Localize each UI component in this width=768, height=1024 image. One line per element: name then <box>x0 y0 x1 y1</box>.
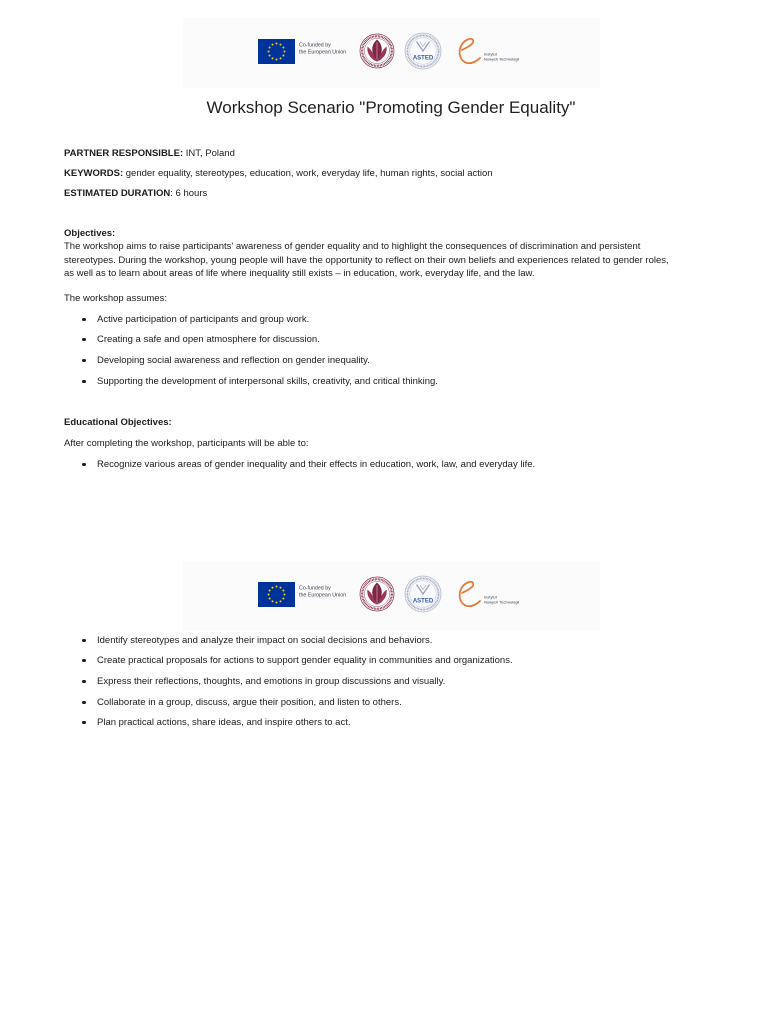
asted-label: ASTED <box>412 55 434 62</box>
bullet-icon <box>82 701 86 705</box>
bullet-icon <box>82 721 86 725</box>
eu-cofunded-line1: Co-funded by <box>299 42 331 49</box>
int-name-line2: Nowych Technologii <box>484 599 520 605</box>
logo-strip <box>183 561 600 631</box>
list-item <box>0 716 768 729</box>
list-item-text: Create practical proposals for actions to support gender equality in communities and organizations. <box>97 655 513 666</box>
int-name-line2: Nowych Technologii <box>484 56 520 62</box>
list-item-text: Collaborate in a group, discuss, argue their position, and listen to others. <box>97 697 402 708</box>
list-item-text: Supporting the development of interpersonal skills, creativity, and critical thinking. <box>97 376 438 387</box>
eu-cofunded-line1: Co-funded by <box>299 585 331 592</box>
keywords-value: gender equality, stereotypes, education, work, everyday life, human rights, social action <box>125 168 493 179</box>
list-item-text: Creating a safe and open atmosphere for discussion. <box>97 334 320 345</box>
list-item <box>0 375 768 388</box>
list-item <box>0 675 768 688</box>
list-item-text: Recognize various areas of gender inequality and their effects in education, work, law, and everyday life. <box>97 459 536 470</box>
list-item <box>0 354 768 367</box>
bullet-icon <box>82 359 86 363</box>
eu-flag-icon <box>258 39 295 64</box>
bullet-icon <box>82 338 86 342</box>
objectives-paragraph-line: stereotypes. During the workshop, young people will have the opportunity to reflect on their own beliefs and experiences related to gender roles, <box>64 254 669 266</box>
asted-label: ASTED <box>412 598 434 605</box>
objectives-paragraph-line: as well as to learn about areas of life where inequality still exists – in education, work, everyday life, and the law. <box>64 268 535 279</box>
bullet-icon <box>82 463 86 467</box>
list-item-text: Developing social awareness and reflection on gender inequality. <box>97 355 370 366</box>
int-e-logo-icon <box>460 582 480 606</box>
duration-line <box>64 187 207 200</box>
bullet-icon <box>82 318 86 322</box>
duration-value: : 6 hours <box>170 188 208 199</box>
objectives-heading: Objectives: <box>64 228 116 239</box>
educational-objectives-intro: After completing the workshop, participants will be able to: <box>64 438 309 449</box>
logo-bar-second-page <box>183 561 600 631</box>
list-item <box>0 313 768 326</box>
duration-label: ESTIMATED DURATION <box>64 188 171 199</box>
list-item <box>0 333 768 346</box>
partner-value: INT, Poland <box>185 148 235 159</box>
educational-objectives-heading: Educational Objectives: <box>64 417 172 428</box>
partner-label: PARTNER RESPONSIBLE: <box>64 148 184 159</box>
int-name-line1: Instytut <box>484 51 497 57</box>
partner-line <box>64 147 235 160</box>
list-item <box>0 696 768 709</box>
list-item-text: Express their reflections, thoughts, and emotions in group discussions and visually. <box>97 676 446 687</box>
int-e-logo-icon <box>460 39 480 63</box>
bullet-icon <box>82 639 86 643</box>
int-name-line1: Instytut <box>484 594 497 600</box>
keywords-label: KEYWORDS: <box>64 168 124 179</box>
list-item <box>0 654 768 667</box>
list-item-text: Plan practical actions, share ideas, and inspire others to act. <box>97 717 351 728</box>
bullet-icon <box>82 380 86 384</box>
objectives-paragraph-line: The workshop aims to raise participants' awareness of gender equality and to highlight the consequences of discrimination and persistent <box>64 241 641 252</box>
list-item <box>0 458 768 471</box>
asted-logo-icon <box>405 33 441 69</box>
assumes-intro: The workshop assumes: <box>64 293 167 304</box>
keywords-line <box>64 167 493 180</box>
bullet-icon <box>82 659 86 663</box>
logo-bar-top <box>183 18 600 88</box>
list-item-text: Active participation of participants and group work. <box>97 314 310 325</box>
eu-cofunded-line2: the European Union <box>299 49 347 56</box>
logo-strip <box>183 18 600 88</box>
eu-cofunded-line2: the European Union <box>299 592 347 599</box>
list-item <box>0 634 768 647</box>
list-item-text: Identify stereotypes and analyze their impact on social decisions and behaviors. <box>97 635 433 646</box>
seal-emblem-icon <box>360 34 394 68</box>
eu-flag-icon <box>258 582 295 607</box>
seal-emblem-icon <box>360 577 394 611</box>
page-title: Workshop Scenario "Promoting Gender Equality" <box>206 98 576 117</box>
bullet-icon <box>82 680 86 684</box>
asted-logo-icon <box>405 576 441 612</box>
